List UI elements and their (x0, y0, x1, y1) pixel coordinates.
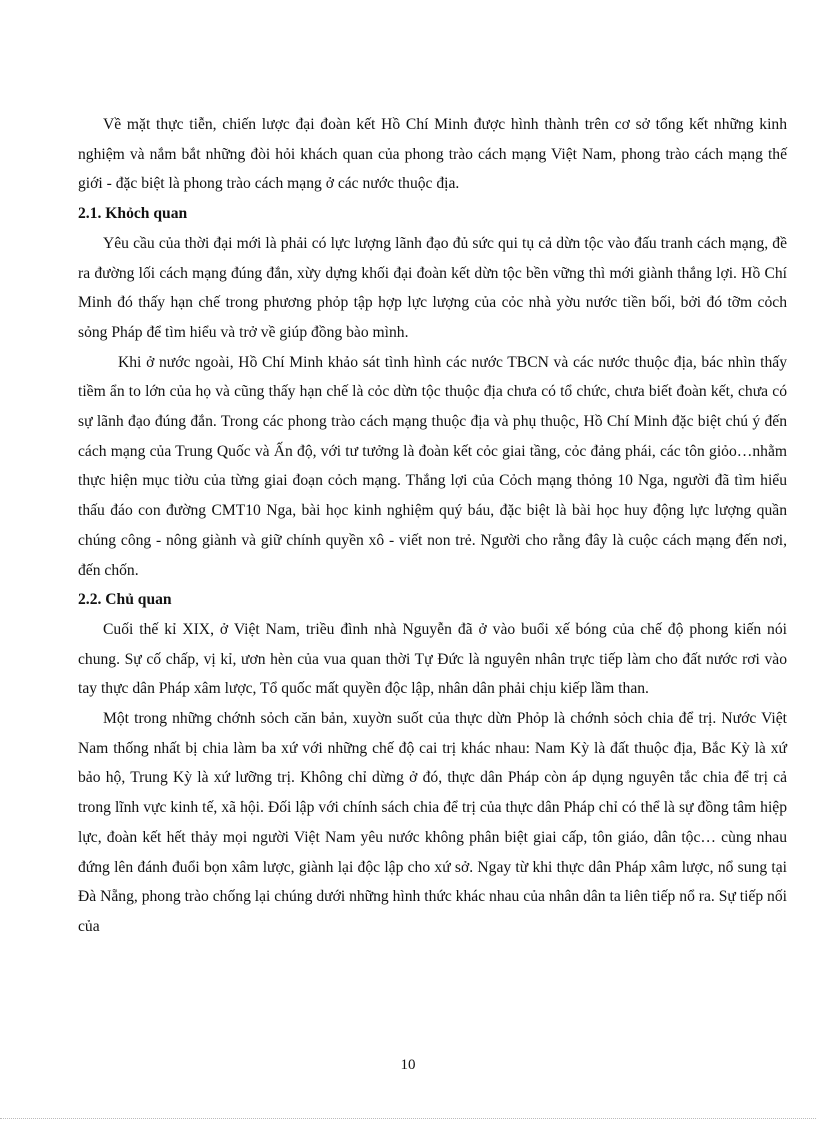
paragraph-chinh-sach-chia-de-tri: Một trong những chớnh sỏch căn bản, xuyờn suốt của thực dừn Phỏp là chớnh sỏch chia để trị. Nước Việt Nam thống nhất bị chia làm ba xứ với những chế độ cai trị khác nhau: Nam Kỳ là đất thuộc địa, Bắc Kỳ là xứ bảo hộ, Trung Kỳ là xứ lưỡng trị. Không chỉ dừng ở đó, thực dân Pháp còn áp dụng nguyên tắc chia để trị cả trong lĩnh vực kinh tế, xã hội. Đối lập với chính sách chia để trị của thực dân Pháp chỉ có thể là sự đồng tâm hiệp lực, đoàn kết hết thảy mọi người Việt Nam yêu nước không phân biệt giai cấp, tôn giáo, dân tộc… cùng nhau đứng lên đánh đuổi bọn xâm lược, giành lại độc lập cho xứ sở. Ngay từ khi thực dân Pháp xâm lược, nổ sung tại Đà Nẵng, phong trào chống lại chúng dưới những hình thức khác nhau của nhân dân ta liên tiếp nổ ra. Sự tiếp nối của (78, 710, 787, 935)
section-heading-chu-quan: 2.2. Chủ quan (78, 591, 172, 609)
intro-paragraph: Về mặt thực tiễn, chiến lược đại đoàn kết Hồ Chí Minh được hình thành trên cơ sở tổng kết những kinh nghiệm và nắm bắt những đòi hỏi khách quan của phong trào cách mạng Việt Nam, phong trào cách mạng thế giới - đặc biệt là phong trào cách mạng ở các nước thuộc địa. (78, 116, 787, 193)
paragraph-o-nuoc-ngoai: Khi ở nước ngoài, Hồ Chí Minh khảo sát tình hình các nước TBCN và các nước thuộc địa, bác nhìn thấy tiềm ẩn to lớn của họ và cũng thấy hạn chế là cỏc dừn tộc thuộc địa chưa có tổ chức, chưa biết đoàn kết, chưa có sự lãnh đạo đúng đắn. Trong các phong trào cách mạng thuộc địa và phụ thuộc, Hồ Chí Minh đặc biệt chú ý đến cách mạng của Trung Quốc và Ấn độ, với tư tưởng là đoàn kết cỏc giai tầng, cỏc đảng phái, các tôn giỏo…nhằm thực hiện mục tiờu của từng giai đoạn cỏch mạng. Thắng lợi của Cỏch mạng thỏng 10 Nga, người đã tìm hiểu thấu đáo con đường CMT10 Nga, bài học kinh nghiệm quý báu, đặc biệt là bài học huy động lực lượng quần chúng công - nông giành và giữ chính quyền xô - viết non trẻ. Người cho rằng đây là cuộc cách mạng đến nơi, đến chốn. (78, 353, 787, 579)
page-bottom-edge (0, 1118, 816, 1119)
paragraph-cuoi-the-ki: Cuối thế kỉ XIX, ở Việt Nam, triều đình nhà Nguyễn đã ở vào buổi xế bóng của chế độ phong kiến nói chung. Sự cố chấp, vị kỉ, ươn hèn của vua quan thời Tự Đức là nguyên nhân trực tiếp làm cho đất nước rơi vào tay thực dân Pháp xâm lược, Tổ quốc mất quyền độc lập, nhân dân phải chịu kiếp lầm than. (78, 620, 787, 698)
paragraph-thoi-dai-moi: Yêu cầu của thời đại mới là phải có lực lượng lãnh đạo đủ sức qui tụ cả dừn tộc vào đấu tranh cách mạng, đề ra đường lối cách mạng đúng đắn, xừy dựng khối đại đoàn kết dừn tộc bền vững thì mới giành thắng lợi. Hồ Chí Minh đó thấy hạn chế trong phương phỏp tập hợp lực lượng của cỏc nhà yờu nước tiền bối, bởi đó tỡm cỏch sỏng Pháp để tìm hiểu và trở về giúp đồng bào mình. (78, 234, 787, 341)
document-body (78, 110, 787, 942)
section-heading-khach-quan: 2.1. Khỏch quan (78, 205, 188, 223)
page-number: 10 (400, 1057, 416, 1073)
